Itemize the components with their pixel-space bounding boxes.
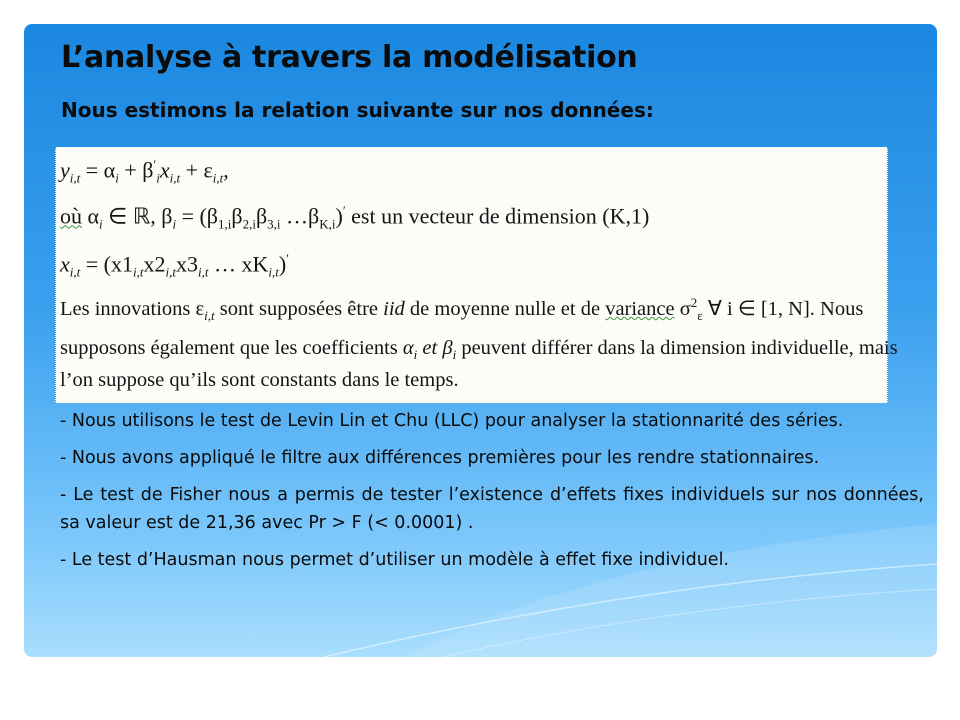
formula-line-3: $x_{i,t} = (x1_{i,t}x2_{i,t}x3_{i,t}$ … $xK_{i,t})'$ <box>60 251 289 280</box>
bullet-item: - Le test d’Hausman nous permet d’utiliser un modèle à effet fixe individuel. <box>60 550 729 570</box>
formula-image <box>55 147 898 403</box>
slide <box>24 24 937 657</box>
slide-title: L’analyse à travers la modélisation <box>61 40 638 75</box>
formula-line-6: l’on suppose qu’ils sont constants dans le temps. <box>60 369 459 391</box>
slide-subtitle: Nous estimons la relation suivante sur nos données: <box>61 98 654 122</box>
formula-line-5: supposons également que les coefficients $\alpha_i$ et $\beta_i$ peuvent différer dans la dimension individuelle, mais <box>60 337 898 363</box>
bullet-list <box>60 407 924 583</box>
bullet-item: - Le test de Fisher nous a permis de tester l’existence d’effets fixes individuels sur nos données, sa valeur est de 21,36 avec Pr > F (< 0.0001) . <box>60 485 924 533</box>
formula-line-2: où $\alpha_i$ ∈ ℝ, $\beta_i = (\beta_{1,i}\beta_{2,i}\beta_{3,i}$ $\dots\beta_{K,i})'$ est un vecteur de dimension (K,1) <box>60 203 650 232</box>
formula-line-1: $y_{i,t} = \alpha_i + \beta'_ix_{i,t} + \varepsilon_{i,t}$, <box>60 157 229 186</box>
bullet-item: - Nous utilisons le test de Levin Lin et Chu (LLC) pour analyser la stationnarité des séries. <box>60 411 844 431</box>
bullet-item: - Nous avons appliqué le filtre aux différences premières pour les rendre stationnaires. <box>60 448 820 468</box>
formula-line-4: Les innovations $\varepsilon_{i,t}$ sont supposées être iid de moyenne nulle et de variance $\sigma^2_\varepsilon$ ∀ i ∈ [1, N]. Nous <box>60 295 864 323</box>
